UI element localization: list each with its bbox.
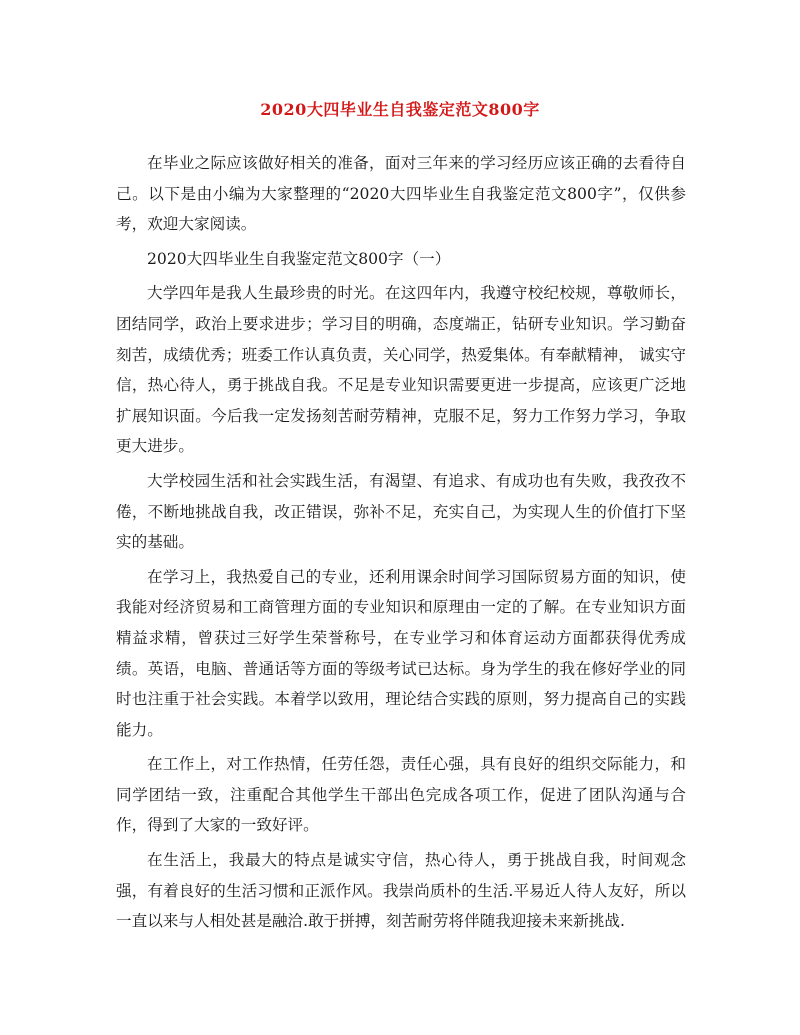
body-paragraph: 在工作上，对工作热情，任劳任怨，责任心强，具有良好的组织交际能力，和同学团结一致，注重配合其他学生干部出色完成各项工作，促进了团队沟通与合作，得到了大家的一致好评。 [116, 755, 686, 835]
document-body [116, 148, 686, 941]
body-paragraph: 在学习上，我热爱自己的专业，还利用课余时间学习国际贸易方面的知识，使我能对经济贸易和工商管理方面的专业知识和原理由一定的了解。在专业知识方面精益求精，曾获过三好学生荣誉称号，在专业学习和体育运动方面都获得优秀成绩。英语，电脑、普通话等方面的等级考试已达标。身为学生的我在修好学业的同时也注重于社会实践。本着学以致用，理论结合实践的原则，努力提高自己的实践能力。 [116, 567, 686, 739]
document-title: 2020大四毕业生自我鉴定范文800字 [260, 100, 540, 119]
body-paragraph: 大学校园生活和社会实践生活，有渴望、有追求、有成功也有失败，我孜孜不倦，不断地挑战自我，改正错误，弥补不足，充实自己，为实现人生的价值打下坚实的基础。 [116, 471, 686, 552]
body-paragraph: 在生活上，我最大的特点是诚实守信，热心待人，勇于挑战自我，时间观念强，有着良好的生活习惯和正派作风。我崇尚质朴的生活.平易近人待人友好，所以一直以来与人相处甚是融洽.敢于拼搏，刻苦耐劳将伴随我迎接未来新挑战. [116, 851, 686, 931]
section-heading: 2020大四毕业生自我鉴定范文800字（一） [147, 249, 451, 268]
intro-paragraph: 在毕业之际应该做好相关的准备，面对三年来的学习经历应该正确的去看待自己。以下是由小编为大家整理的“2020大四毕业生自我鉴定范文800字”，仅供参考，欢迎大家阅读。 [116, 154, 686, 234]
body-paragraph: 大学四年是我人生最珍贵的时光。在这四年内，我遵守校纪校规，尊敬师长，团结同学，政治上要求进步；学习目的明确，态度端正，钻研专业知识。学习勤奋刻苦，成绩优秀；班委工作认真负责，关心同学，热爱集体。有奉献精神， 诚实守信，热心待人，勇于挑战自我。不足是专业知识需要更进一步提高，应该更广泛地扩展知识面。今后我一定发扬刻苦耐劳精神，克服不足，努力工作努力学习，争取更大进步。 [116, 284, 686, 456]
